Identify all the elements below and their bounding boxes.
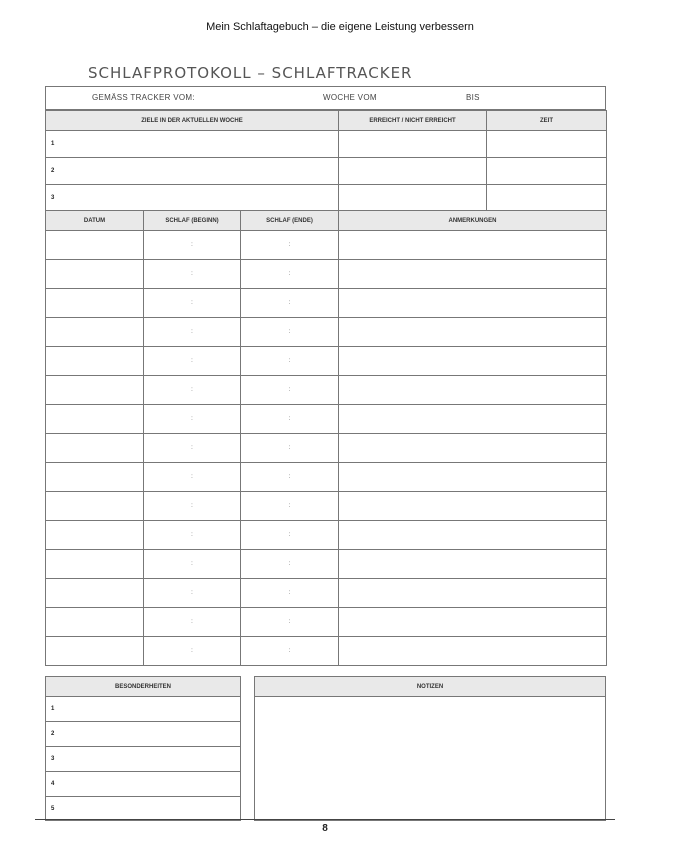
until-label: BIS [466,93,480,102]
log-row [46,405,607,434]
date-cell[interactable] [46,434,144,463]
date-cell[interactable] [46,521,144,550]
log-row [46,289,607,318]
sleep-end-cell[interactable]: : [241,434,339,463]
besonderheiten-row[interactable]: 2 [46,722,241,747]
sleep-start-cell[interactable]: : [144,579,241,608]
goal-number[interactable]: 1 [46,131,339,158]
sleep-end-cell[interactable]: : [241,231,339,260]
date-cell[interactable] [46,260,144,289]
notizen-table [254,676,606,821]
notes-cell[interactable] [339,521,607,550]
date-header: DATUM [46,211,144,231]
goal-achieved-cell[interactable] [339,185,487,211]
sleep-end-cell[interactable]: : [241,463,339,492]
week-from-label: WOCHE VOM [323,93,377,102]
besonderheiten-row[interactable]: 4 [46,772,241,797]
notes-cell[interactable] [339,376,607,405]
besonderheiten-table [45,676,241,821]
besonderheiten-row[interactable]: 5 [46,797,241,821]
sleep-end-cell[interactable]: : [241,550,339,579]
footer-divider [35,819,615,820]
notizen-header: NOTIZEN [255,677,606,697]
log-row [46,318,607,347]
date-cell[interactable] [46,463,144,492]
goal-time-cell[interactable] [487,185,607,211]
sleep-start-cell[interactable]: : [144,434,241,463]
besonderheiten-row[interactable]: 1 [46,697,241,722]
log-row [46,492,607,521]
log-row [46,579,607,608]
log-row [46,260,607,289]
sleep-start-cell[interactable]: : [144,637,241,666]
notes-cell[interactable] [339,492,607,521]
date-cell[interactable] [46,550,144,579]
sleep-end-cell[interactable]: : [241,260,339,289]
notes-cell[interactable] [339,289,607,318]
sleep-start-cell[interactable]: : [144,405,241,434]
sleep-start-cell[interactable]: : [144,289,241,318]
goal-number[interactable]: 2 [46,158,339,185]
log-row [46,231,607,260]
log-row [46,463,607,492]
date-cell[interactable] [46,318,144,347]
log-row [46,637,607,666]
sleep-end-header: SCHLAF (ENDE) [241,211,339,231]
page-title: SCHLAFPROTOKOLL – SCHLAFTRACKER [88,64,413,82]
sleep-end-cell[interactable]: : [241,376,339,405]
sleep-end-cell[interactable]: : [241,289,339,318]
notes-cell[interactable] [339,637,607,666]
sleep-start-cell[interactable]: : [144,492,241,521]
besonderheiten-header: BESONDERHEITEN [46,677,241,697]
notes-cell[interactable] [339,434,607,463]
goal-row [46,131,607,158]
date-cell[interactable] [46,579,144,608]
goal-number[interactable]: 3 [46,185,339,211]
notes-cell[interactable] [339,463,607,492]
date-cell[interactable] [46,231,144,260]
goal-time-cell[interactable] [487,158,607,185]
log-row [46,376,607,405]
date-cell[interactable] [46,492,144,521]
sleep-start-cell[interactable]: : [144,550,241,579]
sleep-start-cell[interactable]: : [144,376,241,405]
sleep-start-cell[interactable]: : [144,260,241,289]
sleep-start-cell[interactable]: : [144,608,241,637]
document-header-title: Mein Schlaftagebuch – die eigene Leistung verbessern [206,21,474,33]
notes-cell[interactable] [339,347,607,376]
sleep-start-cell[interactable]: : [144,521,241,550]
goals-table [45,110,607,211]
notes-cell[interactable] [339,231,607,260]
goal-row [46,158,607,185]
besonderheiten-row[interactable]: 3 [46,747,241,772]
log-row [46,434,607,463]
sleep-start-header: SCHLAF (BEGINN) [144,211,241,231]
notes-cell[interactable] [339,579,607,608]
sleep-end-cell[interactable]: : [241,637,339,666]
sleep-start-cell[interactable]: : [144,231,241,260]
log-row [46,347,607,376]
notes-cell[interactable] [339,318,607,347]
date-cell[interactable] [46,347,144,376]
sleep-end-cell[interactable]: : [241,579,339,608]
date-cell[interactable] [46,289,144,318]
sleep-end-cell[interactable]: : [241,492,339,521]
log-row [46,608,607,637]
notes-header: ANMERKUNGEN [339,211,607,231]
sleep-end-cell[interactable]: : [241,318,339,347]
sleep-end-cell[interactable]: : [241,347,339,376]
date-cell[interactable] [46,637,144,666]
log-row [46,550,607,579]
sleep-end-cell[interactable]: : [241,608,339,637]
notes-cell[interactable] [339,405,607,434]
log-row [46,521,607,550]
goal-achieved-cell[interactable] [339,158,487,185]
time-header: ZEIT [487,111,607,131]
goal-row [46,185,607,211]
date-cell[interactable] [46,405,144,434]
achieved-header: ERREICHT / NICHT ERREICHT [339,111,487,131]
notes-cell[interactable] [339,608,607,637]
tracker-header-row [45,86,606,110]
notes-cell[interactable] [339,550,607,579]
date-cell[interactable] [46,608,144,637]
goal-achieved-cell[interactable] [339,131,487,158]
goal-time-cell[interactable] [487,131,607,158]
sleep-log-table [45,210,607,666]
notizen-area[interactable] [255,697,606,821]
notes-cell[interactable] [339,260,607,289]
sleep-end-cell[interactable]: : [241,521,339,550]
sleep-start-cell[interactable]: : [144,463,241,492]
sleep-start-cell[interactable]: : [144,318,241,347]
tracker-from-label: GEMÄSS TRACKER VOM: [92,93,195,102]
sleep-end-cell[interactable]: : [241,405,339,434]
goals-header: ZIELE IN DER AKTUELLEN WOCHE [46,111,339,131]
page-number: 8 [322,823,328,834]
date-cell[interactable] [46,376,144,405]
sleep-start-cell[interactable]: : [144,347,241,376]
